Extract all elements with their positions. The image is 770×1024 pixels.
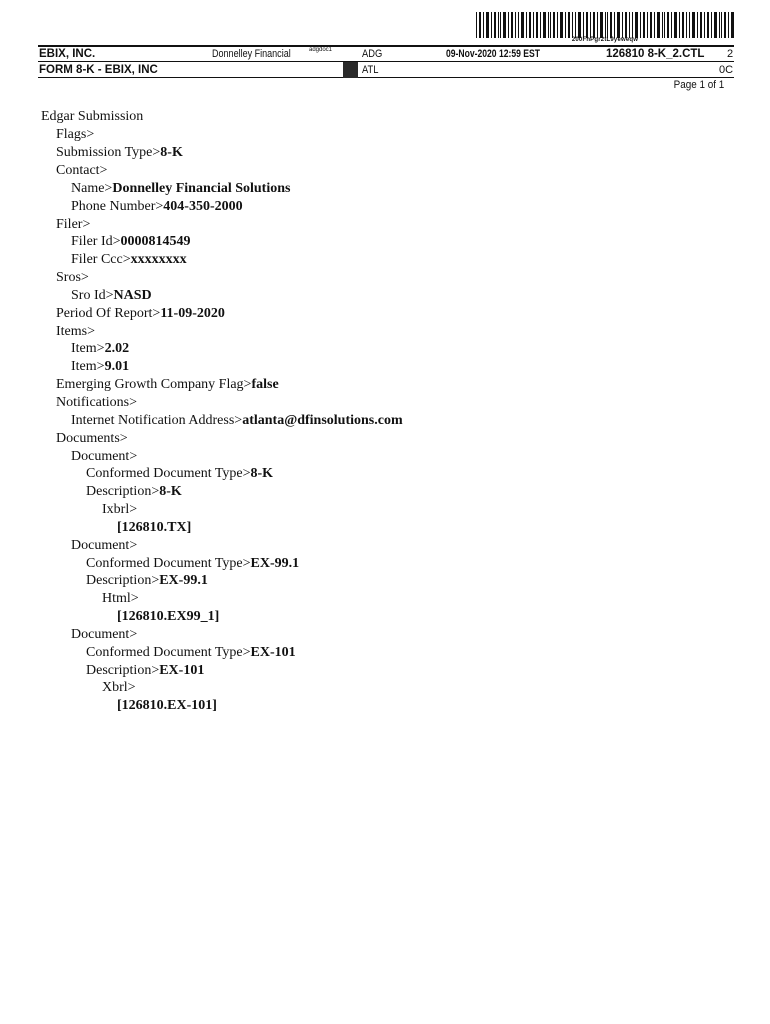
page-number: 2: [727, 48, 734, 60]
printer-name: Donnelley Financial: [212, 48, 291, 60]
format-node: Html>: [102, 591, 139, 606]
item-row: Item>9.01: [71, 359, 130, 374]
conformed-type-row: Conformed Document Type>8-K: [86, 466, 274, 481]
filer-ccc-row: Filer Ccc>xxxxxxxx: [71, 252, 187, 267]
timestamp: 09-Nov-2020 12:59 EST: [446, 48, 540, 60]
description-row: Description>EX-101: [86, 663, 205, 678]
contact-node: Contact>: [56, 163, 108, 178]
document-id: 126810 8-K_2.CTL: [606, 48, 705, 60]
page-code: 0C: [719, 64, 734, 76]
document-file: [126810.TX]: [117, 520, 192, 535]
printer-code: adgdoc1: [309, 47, 333, 53]
document-node: Document>: [71, 627, 138, 642]
flags-node: Flags>: [56, 127, 95, 142]
notification-address-row: Internet Notification Address>atlanta@dfinsolutions.com: [71, 413, 403, 428]
notifications-node: Notifications>: [56, 395, 137, 410]
description-row: Description>8-K: [86, 484, 182, 499]
item-row: Item>2.02: [71, 341, 130, 356]
document-file: [126810.EX99_1]: [117, 609, 220, 624]
contact-name-row: Name>Donnelley Financial Solutions: [71, 181, 291, 196]
page-of: Page 1 of 1: [673, 79, 724, 91]
sro-id-row: Sro Id>NASD: [71, 288, 152, 303]
period-of-report-row: Period Of Report>11-09-2020: [56, 306, 225, 321]
items-node: Items>: [56, 324, 95, 339]
conformed-type-row: Conformed Document Type>EX-99.1: [86, 556, 300, 571]
tree-root: Edgar Submission: [41, 109, 144, 124]
sros-node: Sros>: [56, 270, 89, 285]
description-row: Description>EX-99.1: [86, 573, 208, 588]
company-name: EBIX, INC.: [39, 48, 96, 60]
document-node: Document>: [71, 449, 138, 464]
egc-flag-row: Emerging Growth Company Flag>false: [56, 377, 279, 392]
format-node: Xbrl>: [102, 680, 136, 695]
format-node: Ixbrl>: [102, 502, 138, 517]
document-node: Document>: [71, 538, 138, 553]
form-title: FORM 8-K - EBIX, INC: [39, 64, 158, 76]
barcode-caption: 200FnPgr2tL9yeweqw: [571, 37, 639, 43]
submission-type-row: Submission Type>8-K: [56, 145, 183, 160]
documents-node: Documents>: [56, 431, 128, 446]
conformed-type-row: Conformed Document Type>EX-101: [86, 645, 296, 660]
filer-id-row: Filer Id>0000814549: [71, 234, 191, 249]
contact-phone-row: Phone Number>404-350-2000: [71, 199, 243, 214]
filer-node: Filer>: [56, 217, 91, 232]
location-code: ADG: [362, 48, 383, 60]
location-city: ATL: [362, 64, 379, 76]
document-file: [126810.EX-101]: [117, 698, 217, 713]
